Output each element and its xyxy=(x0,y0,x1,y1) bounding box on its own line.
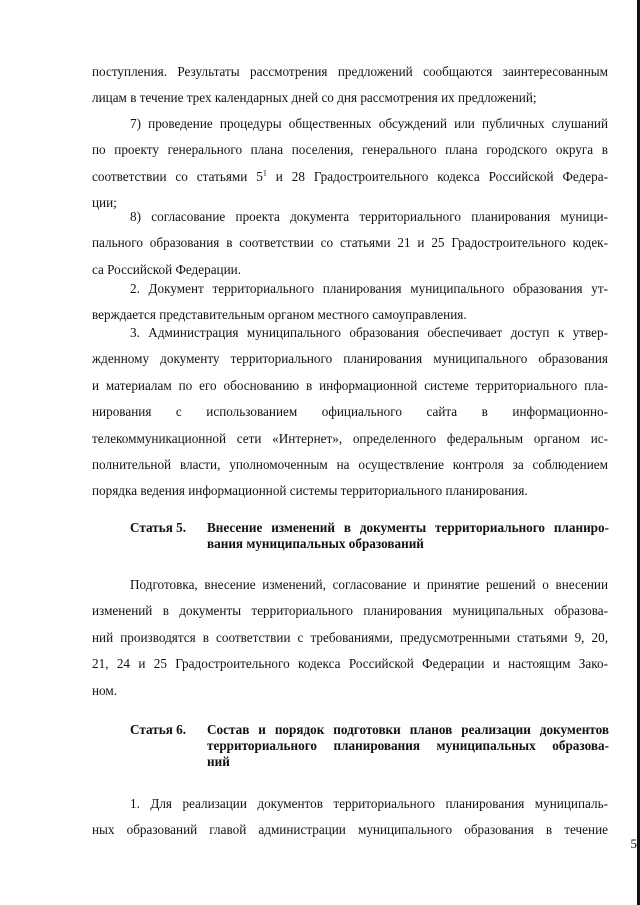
heading-line: вания муниципальных образований xyxy=(207,536,424,551)
text-line: поступления. Результаты рассмотрения предложений сообщаются заинтересованным xyxy=(92,64,608,79)
intro-paragraph xyxy=(92,59,608,112)
text-line: 21, 24 и 25 Градостроительного кодекса Российской Федерации и настоящим Зако- xyxy=(92,656,608,672)
article-6-label: Статья 6. xyxy=(130,722,187,737)
article-5-heading xyxy=(130,520,610,556)
text-line-with-superscript xyxy=(92,164,608,190)
text-fragment: и 28 Градостроительного кодекса Российской Федера- xyxy=(266,168,608,184)
text-line: 3. Администрация муниципального образования обеспечивает доступ к утвер- xyxy=(130,325,608,340)
paragraph-3 xyxy=(92,320,608,505)
text-line: и материалам по его обоснованию в информационной системе территориального пла- xyxy=(92,377,608,393)
text-line: Подготовка, внесение изменений, согласование и принятие решений о внесении xyxy=(130,577,608,592)
text-line: порядка ведения информационной системы территориального планирования. xyxy=(92,483,528,499)
page-number: 5 xyxy=(630,836,637,851)
text-fragment: соответствии со статьями 5 xyxy=(92,168,263,184)
text-line: телекоммуникационной сети «Интернет», определенного федеральным органом ис- xyxy=(92,430,608,446)
superscript-number: 1 xyxy=(262,168,267,178)
text-line: пального образования в соответствии со статьями 21 и 25 Градостроительного кодек- xyxy=(92,235,608,251)
text-line: 7) проведение процедуры общественных обсуждений или публичных слушаний xyxy=(130,116,608,131)
item-8-paragraph xyxy=(92,204,608,283)
text-line: лицам в течение трех календарных дней со дня рассмотрения их предложений; xyxy=(92,90,537,106)
text-line: по проекту генерального плана поселения, генерального плана городского округа в xyxy=(92,142,608,158)
text-line: ном. xyxy=(92,682,118,698)
heading-line: ний xyxy=(207,754,230,769)
item-7-paragraph xyxy=(92,111,608,217)
article-6-heading xyxy=(130,722,610,772)
article-5-body xyxy=(92,572,608,704)
text-line: верждается представительным органом местного самоуправления. xyxy=(92,307,467,323)
text-line: 2. Документ территориального планирования муниципального образования ут- xyxy=(130,281,608,296)
heading-line: Внесение изменений в документы территориального планиро- xyxy=(207,520,609,535)
text-line: нирования с использованием официального сайта в информационно- xyxy=(92,404,608,420)
text-line: 8) согласование проекта документа территориального планирования муници- xyxy=(130,209,608,224)
heading-line: Состав и порядок подготовки планов реализации документов xyxy=(207,722,609,737)
text-line: изменений в документы территориального планирования муниципальных образова- xyxy=(92,603,608,619)
text-line: полнительной власти, уполномоченным на осуществление контроля за соблюдением xyxy=(92,457,608,473)
text-line: ции; xyxy=(92,195,117,211)
text-line: са Российской Федерации. xyxy=(92,261,242,277)
heading-line: территориального планирования муниципальных образова- xyxy=(207,738,609,753)
text-line: 1. Для реализации документов территориального планирования муниципаль- xyxy=(130,796,608,811)
text-line: жденному документу территориального планирования муниципального образования xyxy=(92,351,608,367)
text-line: ных образований главой администрации муниципального образования в течение xyxy=(92,822,608,838)
text-line: ний производятся в соответствии с требованиями, предусмотренными статьями 9, 20, xyxy=(92,629,608,645)
article-6-title xyxy=(207,722,609,770)
article-6-body xyxy=(92,791,608,844)
article-5-title xyxy=(207,520,609,552)
article-5-label: Статья 5. xyxy=(130,520,187,535)
